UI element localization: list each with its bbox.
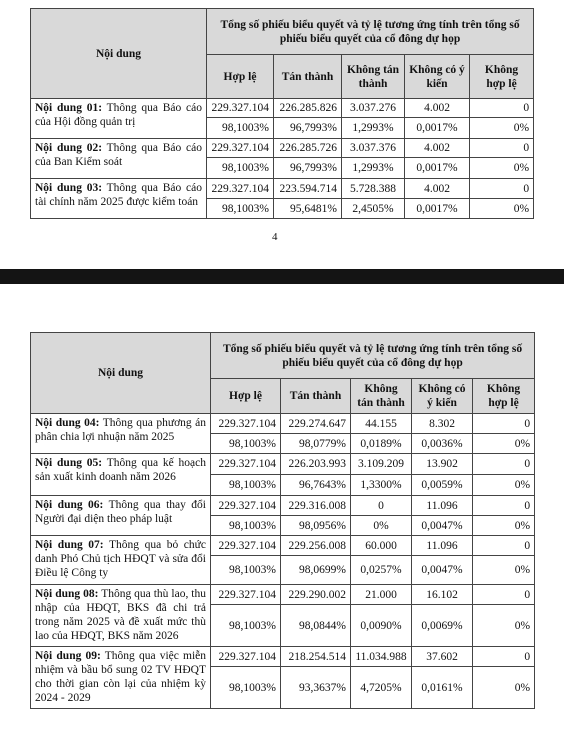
col-valid-header: Hợp lệ <box>211 379 281 414</box>
table-row <box>31 536 535 556</box>
vote-percent-cell: 0% <box>470 118 534 139</box>
vote-count-cell: 11.096 <box>412 536 473 556</box>
vote-count-cell: 21.000 <box>351 585 412 605</box>
content-header: Nội dung <box>31 9 207 99</box>
vote-count-cell: 37.602 <box>412 647 473 667</box>
vote-count-cell: 4.002 <box>405 139 470 158</box>
vote-count-cell: 5.728.388 <box>342 179 405 199</box>
item-text: Thông qua thù lao, thu nhập của HĐQT, BKS đã chi trả trong năm 2025 và đề xuất mức thù lao của HĐQT, BKS năm 2026 <box>35 588 206 642</box>
item-label: Nội dung 07: <box>35 539 104 551</box>
vote-count-cell: 226.203.993 <box>281 454 351 475</box>
vote-percent-cell: 98,0956% <box>281 516 351 536</box>
vote-count-cell: 223.594.714 <box>274 179 342 199</box>
vote-count-cell: 11.034.988 <box>351 647 412 667</box>
vote-percent-cell: 98,1003% <box>207 158 274 179</box>
vote-percent-cell: 1,3300% <box>351 475 412 496</box>
item-description <box>31 536 211 585</box>
vote-percent-cell: 2,4505% <box>342 199 405 219</box>
item-description <box>31 179 207 219</box>
item-text: Thông qua thay đổi Người đại diện theo pháp luật <box>35 499 206 525</box>
vote-percent-cell: 0% <box>473 667 535 709</box>
item-label: Nội dung 06: <box>35 499 104 511</box>
vote-count-cell: 60.000 <box>351 536 412 556</box>
vote-percent-cell: 0,0189% <box>351 434 412 454</box>
item-label: Nội dung 09: <box>35 650 101 662</box>
vote-count-cell: 229.327.104 <box>211 496 281 516</box>
item-description <box>31 585 211 647</box>
table-row <box>31 99 534 118</box>
vote-count-cell: 4.002 <box>405 99 470 118</box>
item-text: Thông qua Báo cáo của Ban Kiểm soát <box>35 142 202 168</box>
col-no-opinion-header: Không có ý kiến <box>405 55 470 99</box>
vote-count-cell: 4.002 <box>405 179 470 199</box>
vote-count-cell: 229.327.104 <box>207 179 274 199</box>
col-valid-header: Hợp lệ <box>207 55 274 99</box>
vote-count-cell: 226.285.726 <box>274 139 342 158</box>
vote-count-cell: 8.302 <box>412 414 473 434</box>
vote-count-cell: 11.096 <box>412 496 473 516</box>
vote-count-cell: 229.327.104 <box>207 139 274 158</box>
vote-percent-cell: 0,0047% <box>412 556 473 585</box>
col-approve-header: Tán thành <box>281 379 351 414</box>
vote-count-cell: 0 <box>470 139 534 158</box>
item-text: Thông qua bỏ chức danh Phó Chủ tịch HĐQT và sửa đổi Điều lệ Công ty <box>35 539 206 579</box>
vote-count-cell: 229.290.002 <box>281 585 351 605</box>
vote-count-cell: 0 <box>473 496 535 516</box>
vote-count-cell: 229.327.104 <box>207 99 274 118</box>
vote-count-cell: 229.274.647 <box>281 414 351 434</box>
vote-percent-cell: 98,1003% <box>211 667 281 709</box>
vote-count-cell: 3.109.209 <box>351 454 412 475</box>
vote-count-cell: 0 <box>470 179 534 199</box>
vote-percent-cell: 98,1003% <box>211 475 281 496</box>
vote-percent-cell: 0% <box>470 158 534 179</box>
table-row <box>31 414 535 434</box>
col-no-opinion-header: Không có ý kiến <box>412 379 473 414</box>
vote-count-cell: 13.902 <box>412 454 473 475</box>
vote-count-cell: 229.327.104 <box>211 414 281 434</box>
vote-count-cell: 0 <box>351 496 412 516</box>
vote-count-cell: 3.037.376 <box>342 139 405 158</box>
table-row <box>31 139 534 158</box>
vote-percent-cell: 0,0017% <box>405 118 470 139</box>
table-row <box>31 496 535 516</box>
vote-percent-cell: 98,1003% <box>207 199 274 219</box>
vote-count-cell: 229.327.104 <box>211 536 281 556</box>
item-label: Nội dung 01: <box>35 102 103 114</box>
item-description <box>31 454 211 496</box>
vote-percent-cell: 0,0161% <box>412 667 473 709</box>
vote-percent-cell: 0,0069% <box>412 605 473 647</box>
vote-percent-cell: 96,7993% <box>274 158 342 179</box>
item-label: Nội dung 05: <box>35 457 103 469</box>
voting-results-table-page5 <box>30 332 535 709</box>
item-description <box>31 414 211 454</box>
vote-percent-cell: 0% <box>470 199 534 219</box>
vote-count-cell: 3.037.276 <box>342 99 405 118</box>
vote-count-cell: 226.285.826 <box>274 99 342 118</box>
vote-count-cell: 229.327.104 <box>211 585 281 605</box>
vote-percent-cell: 0% <box>473 475 535 496</box>
vote-percent-cell: 1,2993% <box>342 158 405 179</box>
item-label: Nội dung 02: <box>35 142 103 154</box>
vote-percent-cell: 0% <box>473 556 535 585</box>
vote-percent-cell: 96,7643% <box>281 475 351 496</box>
col-disapprove-header: Không tán thành <box>342 55 405 99</box>
vote-percent-cell: 98,0779% <box>281 434 351 454</box>
vote-count-cell: 0 <box>470 99 534 118</box>
vote-percent-cell: 98,1003% <box>211 605 281 647</box>
item-text: Thông qua Báo cáo tài chính năm 2025 được kiểm toán <box>35 182 202 208</box>
vote-count-cell: 229.327.104 <box>211 647 281 667</box>
vote-percent-cell: 93,3637% <box>281 667 351 709</box>
vote-percent-cell: 0% <box>473 605 535 647</box>
item-text: Thông qua kế hoạch sản xuất kinh doanh năm 2026 <box>35 457 206 483</box>
vote-percent-cell: 0% <box>351 516 412 536</box>
table-row <box>31 647 535 667</box>
vote-count-cell: 229.256.008 <box>281 536 351 556</box>
table-row <box>31 585 535 605</box>
vote-percent-cell: 98,1003% <box>211 434 281 454</box>
item-description <box>31 99 207 139</box>
vote-count-cell: 0 <box>473 647 535 667</box>
vote-percent-cell: 0,0047% <box>412 516 473 536</box>
item-description <box>31 496 211 536</box>
col-disapprove-header: Không tán thành <box>351 379 412 414</box>
item-description <box>31 647 211 709</box>
vote-percent-cell: 0,0036% <box>412 434 473 454</box>
table-row <box>31 179 534 199</box>
table-row <box>31 454 535 475</box>
vote-group-header: Tổng số phiếu biểu quyết và tỷ lệ tương ứng tính trên tổng số phiếu biểu quyết của cổ đông dự họp <box>207 9 534 55</box>
col-approve-header: Tán thành <box>274 55 342 99</box>
vote-percent-cell: 1,2993% <box>342 118 405 139</box>
item-text: Thông qua phương án phân chia lợi nhuận năm 2025 <box>35 417 206 443</box>
vote-count-cell: 229.327.104 <box>211 454 281 475</box>
item-description <box>31 139 207 179</box>
item-text: Thông qua việc miễn nhiệm và bầu bổ sung 02 TV HĐQT cho thời gian còn lại của nhiệm kỳ 2024 - 2029 <box>35 650 206 704</box>
vote-count-cell: 229.316.008 <box>281 496 351 516</box>
vote-percent-cell: 0% <box>473 434 535 454</box>
vote-percent-cell: 96,7993% <box>274 118 342 139</box>
vote-percent-cell: 98,0844% <box>281 605 351 647</box>
vote-count-cell: 0 <box>473 414 535 434</box>
vote-group-header: Tổng số phiếu biểu quyết và tỷ lệ tương ứng tính trên tổng số phiếu biểu quyết của cổ đông dự họp <box>211 333 535 379</box>
vote-percent-cell: 0% <box>473 516 535 536</box>
vote-percent-cell: 0,0017% <box>405 158 470 179</box>
vote-count-cell: 0 <box>473 536 535 556</box>
content-header: Nội dung <box>31 333 211 414</box>
vote-count-cell: 44.155 <box>351 414 412 434</box>
vote-count-cell: 0 <box>473 454 535 475</box>
vote-percent-cell: 95,6481% <box>274 199 342 219</box>
page-number: 4 <box>272 231 278 243</box>
vote-percent-cell: 0,0090% <box>351 605 412 647</box>
item-label: Nội dung 04: <box>35 417 100 429</box>
vote-percent-cell: 98,1003% <box>211 516 281 536</box>
vote-percent-cell: 4,7205% <box>351 667 412 709</box>
vote-count-cell: 218.254.514 <box>281 647 351 667</box>
item-label: Nội dung 03: <box>35 182 103 194</box>
vote-percent-cell: 98,0699% <box>281 556 351 585</box>
item-text: Thông qua Báo cáo của Hội đồng quản trị <box>35 102 202 128</box>
voting-results-table-page4 <box>30 8 534 219</box>
vote-percent-cell: 0,0059% <box>412 475 473 496</box>
col-invalid-header: Không hợp lệ <box>473 379 535 414</box>
vote-percent-cell: 0,0017% <box>405 199 470 219</box>
vote-count-cell: 16.102 <box>412 585 473 605</box>
item-label: Nội dung 08: <box>35 588 99 600</box>
col-invalid-header: Không hợp lệ <box>470 55 534 99</box>
vote-percent-cell: 0,0257% <box>351 556 412 585</box>
vote-percent-cell: 98,1003% <box>211 556 281 585</box>
vote-count-cell: 0 <box>473 585 535 605</box>
vote-percent-cell: 98,1003% <box>207 118 274 139</box>
page-divider <box>0 269 564 284</box>
